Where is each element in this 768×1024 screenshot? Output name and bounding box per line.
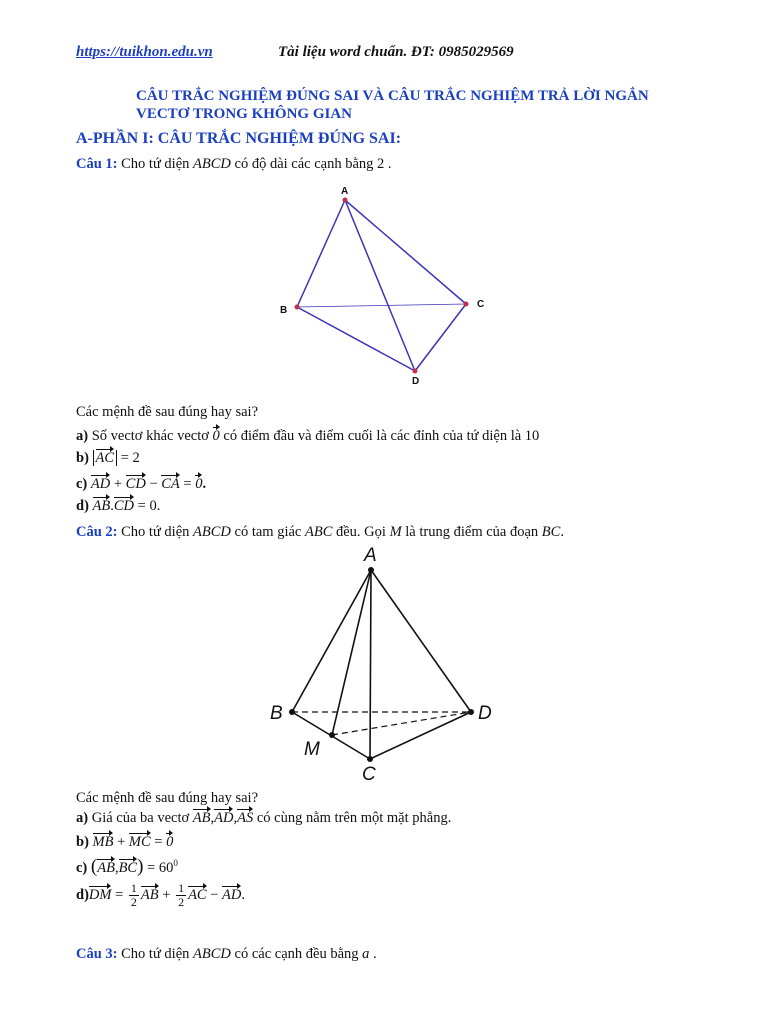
vector-as: AS xyxy=(237,810,254,826)
vertex-label-c: C xyxy=(362,764,376,785)
operator: + xyxy=(117,834,126,850)
vertex-label-b: B xyxy=(270,703,283,724)
vector-dm: DM xyxy=(88,886,112,903)
operator: + xyxy=(162,886,171,903)
dot-operator: . xyxy=(110,498,114,514)
vector-ad: AD xyxy=(214,810,234,826)
statement-label: d) xyxy=(76,886,89,903)
section-heading: A-PHẦN I: CÂU TRẮC NGHIỆM ĐÚNG SAI: xyxy=(76,130,402,147)
fraction-denominator: 2 xyxy=(130,895,137,909)
doc-title-line2: VECTƠ TRONG KHÔNG GIAN xyxy=(136,106,352,122)
degree-sup: 0 xyxy=(173,858,178,869)
q1-statement-c xyxy=(76,474,206,493)
operator: = xyxy=(154,834,163,850)
vector-ab: AB xyxy=(97,860,115,876)
statement-text: = 2 xyxy=(120,450,140,466)
q2-statement-c: c) $(AB,BC) = 60^0$ xyxy=(76,856,178,877)
question-text: có tam giác xyxy=(234,524,302,540)
q2-statement-a: a) Giá của ba vectơ AB,AD,AS có cùng nằm trên một mặt phẳng. xyxy=(76,810,452,826)
q1-prompt: Các mệnh đề sau đúng hay sai? xyxy=(76,404,259,420)
vector-ca: CA xyxy=(161,476,180,492)
site-link[interactable]: https://tuikhon.edu.vn xyxy=(76,44,213,60)
question-text: đều. Gọi xyxy=(336,524,386,540)
vector-mb: MB xyxy=(92,834,114,850)
operator: = xyxy=(115,886,124,903)
question-text: là trung điểm của đoạn xyxy=(405,524,539,540)
question-text: Cho tứ diện xyxy=(121,156,190,172)
statement-label: b) xyxy=(76,834,89,850)
vector-ad: AD xyxy=(90,476,111,492)
fraction-numerator: 1 xyxy=(178,881,185,895)
math-name: ABC xyxy=(304,524,333,540)
zero-vector: 0 xyxy=(166,834,174,850)
close-paren: ) xyxy=(137,856,144,877)
math-name: BC xyxy=(541,524,561,540)
q1-statement-a xyxy=(76,426,539,445)
q1-statement-b xyxy=(76,448,140,467)
question-1 xyxy=(76,156,392,173)
vector-ac: AC xyxy=(188,886,207,903)
question-2 xyxy=(76,524,564,541)
fraction-denominator: 2 xyxy=(178,895,185,909)
zero-vector: 0 xyxy=(212,428,220,444)
statement-text: = 0. xyxy=(137,498,161,514)
open-paren: ( xyxy=(90,856,98,877)
fraction-half xyxy=(176,882,186,909)
q1-statement-d xyxy=(76,496,160,515)
question-end: . xyxy=(560,524,564,540)
statement-label: c) xyxy=(76,476,88,492)
math-name: ABCD xyxy=(193,946,231,962)
question-text: có độ dài các cạnh bằng xyxy=(234,156,374,172)
q2-statement-d xyxy=(76,882,245,909)
statement-label: d) xyxy=(76,498,89,514)
math-name: M xyxy=(389,524,402,540)
fraction-half xyxy=(129,882,139,909)
vector-ab: AB xyxy=(92,498,111,514)
math-name: ABCD xyxy=(193,156,231,172)
vector-ad: AD xyxy=(222,886,242,903)
tetrahedron-figure-2 xyxy=(262,543,507,785)
question-label: Câu 2: xyxy=(76,524,118,540)
statement-text: có điểm đầu và điểm cuối là các đỉnh của tứ diện là 10 xyxy=(223,428,540,444)
vector-cd: CD xyxy=(125,476,146,492)
statement-label: c) xyxy=(76,860,88,876)
vertex-label-d: D xyxy=(412,376,420,387)
vertex-label-b: B xyxy=(280,305,288,316)
statement-text: = 60 xyxy=(147,860,174,876)
vector-ab: AB xyxy=(140,886,159,903)
vector-cd: CD xyxy=(113,498,135,514)
vertex-label-a: A xyxy=(364,545,377,566)
question-text: Cho tứ diện xyxy=(121,946,190,962)
vector-ac: AC xyxy=(95,450,115,466)
magnitude-bars xyxy=(93,450,118,466)
fraction-numerator: 1 xyxy=(130,881,137,895)
question-label: Câu 3: xyxy=(76,946,118,962)
vertex-label-m: M xyxy=(304,739,320,760)
operator: − xyxy=(149,476,158,492)
vector-bc: BC xyxy=(118,860,138,876)
math-name: ABCD xyxy=(193,524,231,540)
vertex-label-c: C xyxy=(477,299,485,310)
statement-end: . xyxy=(241,886,245,903)
math-value: 2 . xyxy=(377,156,392,172)
q2-statement-b xyxy=(76,832,173,851)
vertex-label-a: A xyxy=(341,186,349,197)
statement-end: . xyxy=(202,476,207,492)
q2-prompt: Các mệnh đề sau đúng hay sai? xyxy=(76,790,259,806)
question-text: có các cạnh đều bằng xyxy=(234,946,359,962)
statement-label: a) xyxy=(76,810,89,826)
operator: + xyxy=(113,476,123,492)
operator: − xyxy=(210,886,219,903)
zero-vector: 0 xyxy=(195,476,203,492)
math-name: a xyxy=(362,946,370,962)
statement-label: b) xyxy=(76,450,89,466)
statement-label: a) xyxy=(76,428,89,444)
question-end: . xyxy=(373,946,377,962)
statement-text: Giá của ba vectơ xyxy=(91,810,190,826)
question-text: Cho tứ diện xyxy=(121,524,190,540)
tetrahedron-figure-1 xyxy=(270,183,500,388)
vector-mc: MC xyxy=(128,834,151,850)
operator: = xyxy=(183,476,192,492)
header-contact: Tài liệu word chuẩn. ĐT: 0985029569 xyxy=(278,44,514,60)
statement-text: có cùng nằm trên một mặt phẳng. xyxy=(256,810,452,826)
doc-title-line1: CÂU TRẮC NGHIỆM ĐÚNG SAI VÀ CÂU TRẮC NGHIỆM TRẢ LỜI NGẮN xyxy=(136,88,649,104)
statement-text: Số vectơ khác vectơ xyxy=(91,428,209,444)
vector-ab: AB xyxy=(192,810,211,826)
question-3 xyxy=(76,946,377,963)
vertex-label-d: D xyxy=(478,703,492,724)
question-label: Câu 1: xyxy=(76,156,118,172)
